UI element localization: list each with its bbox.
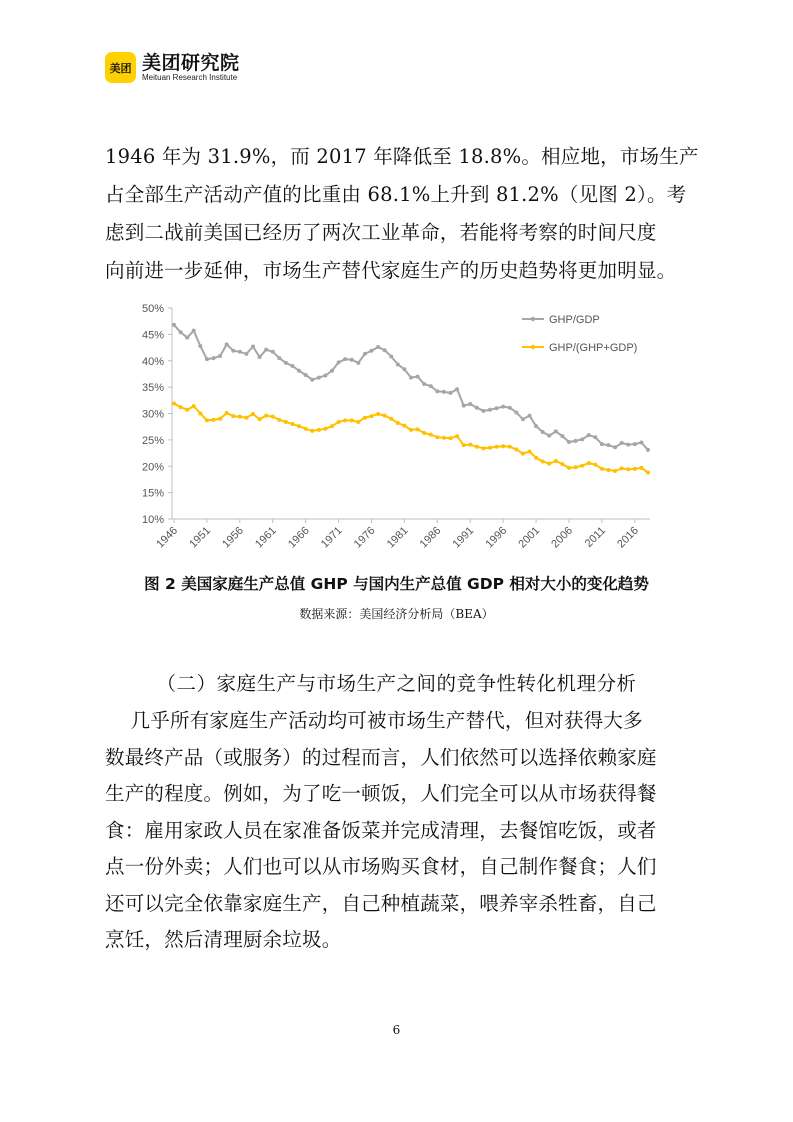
data-point — [264, 348, 268, 352]
paragraph-line: 烹饪，然后清理厨余垃圾。 — [105, 928, 342, 951]
y-tick-label: 45% — [141, 329, 164, 342]
data-point — [212, 356, 216, 360]
data-point — [277, 356, 281, 360]
data-point — [402, 367, 406, 371]
data-point — [218, 417, 222, 421]
data-point — [600, 467, 604, 471]
data-point — [271, 350, 275, 354]
section-heading: （二）家庭生产与市场生产之间的竞争性转化机理分析 — [156, 672, 637, 695]
data-point — [185, 408, 189, 412]
data-point — [343, 418, 347, 422]
data-point — [468, 402, 472, 406]
x-tick-label: 1971 — [318, 524, 345, 551]
data-point — [633, 442, 637, 446]
paragraph-line: 点一份外卖；人们也可以从市场购买食材，自己制作餐食；人们 — [105, 855, 657, 878]
data-point — [435, 389, 439, 393]
meituan-logo-icon: 美团 — [105, 52, 136, 83]
data-point — [541, 430, 545, 434]
x-tick-label: 1966 — [285, 524, 312, 551]
data-point — [389, 417, 393, 421]
data-point — [442, 436, 446, 440]
data-point — [646, 471, 650, 475]
data-point — [310, 429, 314, 433]
data-point — [481, 446, 485, 450]
data-point — [455, 387, 459, 391]
data-point — [547, 434, 551, 438]
paragraph-line: 数最终产品（或服务）的过程而言，人们依然可以选择依赖家庭 — [105, 745, 657, 769]
data-point — [323, 427, 327, 431]
paragraph-line: 虑到二战前美国已经历了两次工业革命，若能将考察的时间尺度 — [105, 221, 657, 244]
data-point — [613, 445, 617, 449]
data-point — [416, 375, 420, 379]
data-point — [172, 323, 176, 327]
data-point — [462, 443, 466, 447]
data-point — [508, 445, 512, 449]
data-point — [508, 406, 512, 410]
data-point — [297, 424, 301, 428]
x-tick-label: 1996 — [483, 524, 510, 551]
data-point — [330, 369, 334, 373]
data-point — [291, 364, 295, 368]
data-point — [330, 424, 334, 428]
data-point — [435, 435, 439, 439]
data-point — [343, 357, 347, 361]
data-point — [383, 414, 387, 418]
data-point — [231, 349, 235, 353]
data-point — [179, 405, 183, 409]
data-point — [356, 420, 360, 424]
logo-text — [142, 53, 240, 83]
data-point — [172, 401, 176, 405]
data-point — [554, 459, 558, 463]
data-point — [179, 330, 183, 334]
paragraph-line: 占全部生产活动产值的比重由 68.1%上升到 81.2%（见图 2）。考 — [105, 183, 687, 206]
header-logo — [105, 52, 240, 83]
data-point — [225, 342, 229, 346]
data-point — [639, 441, 643, 445]
data-point — [284, 361, 288, 365]
series-line-2 — [174, 404, 648, 473]
data-point — [409, 376, 413, 380]
data-point — [488, 446, 492, 450]
y-tick-label: 35% — [141, 382, 164, 395]
data-point — [317, 376, 321, 380]
data-point — [580, 464, 584, 468]
logo-subtitle: Meituan Research Institute — [142, 72, 238, 82]
data-point — [244, 352, 248, 356]
data-point — [238, 415, 242, 419]
data-point — [310, 378, 314, 382]
y-tick-label: 40% — [141, 355, 164, 368]
data-point — [547, 462, 551, 466]
data-point — [541, 460, 545, 464]
data-point — [574, 439, 578, 443]
data-point — [376, 345, 380, 349]
data-point — [251, 412, 255, 416]
data-point — [560, 434, 564, 438]
x-tick-label: 2001 — [516, 524, 543, 551]
paragraph-line: 1946 年为 31.9%，而 2017 年降低至 18.8%。相应地，市场生产 — [105, 145, 699, 168]
data-point — [198, 412, 202, 416]
y-tick-label: 25% — [141, 434, 164, 447]
data-point — [284, 420, 288, 424]
x-tick-label: 1991 — [450, 524, 477, 551]
data-point — [231, 414, 235, 418]
data-point — [607, 468, 611, 472]
data-point — [528, 414, 532, 418]
data-point — [396, 421, 400, 425]
legend-label: GHP/GDP — [549, 314, 600, 326]
legend-marker — [531, 345, 535, 349]
data-point — [198, 344, 202, 348]
logo-name: 美团研究院 — [142, 51, 240, 74]
data-point — [264, 414, 268, 418]
body-paragraph — [105, 703, 700, 959]
data-point — [429, 433, 433, 437]
data-point — [317, 428, 321, 432]
data-point — [475, 445, 479, 449]
data-point — [350, 358, 354, 362]
data-point — [449, 436, 453, 440]
data-point — [593, 463, 597, 467]
x-tick-label: 1956 — [220, 524, 246, 551]
data-point — [376, 412, 380, 416]
y-tick-label: 30% — [141, 408, 164, 421]
data-point — [251, 345, 255, 349]
data-point — [258, 417, 262, 421]
data-point — [422, 382, 426, 386]
x-tick-label: 1961 — [253, 524, 279, 551]
data-point — [389, 355, 393, 359]
legend-label: GHP/(GHP+GDP) — [549, 342, 638, 354]
data-point — [396, 362, 400, 366]
data-point — [192, 404, 196, 408]
data-point — [212, 418, 216, 422]
data-point — [304, 373, 308, 377]
data-point — [534, 456, 538, 460]
y-tick-label: 10% — [141, 514, 164, 526]
data-point — [192, 329, 196, 333]
data-point — [462, 404, 466, 408]
data-point — [297, 369, 301, 373]
page-number: 6 — [392, 1023, 401, 1037]
x-tick-label: 1946 — [154, 524, 181, 551]
data-point — [449, 391, 453, 395]
data-point — [633, 467, 637, 471]
data-point — [185, 336, 189, 340]
data-point — [607, 443, 611, 447]
data-point — [383, 348, 387, 352]
y-tick-label: 20% — [141, 461, 164, 474]
data-point — [528, 449, 532, 453]
intro-paragraph — [105, 138, 699, 290]
data-point — [416, 427, 420, 431]
data-point — [620, 466, 624, 470]
data-point — [560, 462, 564, 466]
data-point — [514, 410, 518, 414]
ghp-gdp-line-chart — [120, 295, 660, 563]
data-point — [218, 354, 222, 358]
paragraph-line: 生产的程度。例如，为了吃一顿饭，人们完全可以从市场获得餐 — [105, 782, 657, 805]
data-point — [501, 405, 505, 409]
data-point — [626, 443, 630, 447]
figure-source: 数据来源：美国经济分析局（BEA） — [299, 607, 494, 621]
data-point — [304, 427, 308, 431]
data-point — [495, 445, 499, 449]
data-point — [567, 440, 571, 444]
paragraph-line: 向前进一步延伸，市场生产替代家庭生产的历史趋势将更加明显。 — [105, 259, 677, 282]
data-point — [291, 422, 295, 426]
data-point — [225, 411, 229, 415]
data-point — [455, 434, 459, 438]
data-point — [587, 433, 591, 437]
data-point — [646, 448, 650, 452]
data-point — [468, 443, 472, 447]
data-point — [593, 435, 597, 439]
data-point — [501, 444, 505, 448]
data-point — [238, 350, 242, 354]
figure-caption: 图 2 美国家庭生产总值 GHP 与国内生产总值 GDP 相对大小的变化趋势 — [144, 575, 649, 593]
paragraph-line: 还可以完全依靠家庭生产，自己种植蔬菜，喂养宰杀牲畜，自己 — [105, 891, 657, 915]
x-tick-label: 1976 — [351, 524, 378, 551]
y-tick-label: 15% — [141, 487, 164, 500]
y-tick-label: 50% — [141, 303, 164, 315]
data-point — [620, 441, 624, 445]
data-point — [402, 424, 406, 428]
data-point — [521, 417, 525, 421]
data-point — [613, 469, 617, 473]
data-point — [277, 418, 281, 422]
x-tick-label: 2011 — [582, 524, 609, 550]
data-point — [205, 418, 209, 422]
data-point — [370, 349, 374, 353]
data-point — [488, 408, 492, 412]
data-point — [205, 357, 209, 361]
data-point — [600, 442, 604, 446]
data-point — [554, 429, 558, 433]
data-point — [337, 360, 341, 364]
data-point — [363, 416, 367, 420]
data-point — [244, 416, 248, 420]
data-point — [442, 390, 446, 394]
data-point — [429, 384, 433, 388]
data-point — [356, 361, 360, 365]
x-tick-label: 1986 — [417, 524, 444, 551]
data-point — [521, 452, 525, 456]
data-point — [337, 420, 341, 424]
paragraph-line: 食：雇用家政人员在家准备饭菜并完成清理，去餐馆吃饭，或者 — [105, 818, 657, 842]
data-point — [534, 424, 538, 428]
data-point — [370, 414, 374, 418]
x-tick-label: 1981 — [384, 524, 411, 551]
legend-marker — [531, 317, 535, 321]
data-point — [567, 466, 571, 470]
data-point — [514, 447, 518, 451]
data-point — [363, 352, 367, 356]
data-point — [350, 418, 354, 422]
data-point — [271, 415, 275, 419]
data-point — [323, 374, 327, 378]
data-point — [258, 355, 262, 359]
x-tick-label: 1951 — [187, 524, 214, 551]
x-tick-label: 2016 — [615, 524, 641, 551]
paragraph-line: 几乎所有家庭生产活动均可被市场生产替代，但对获得大多 — [105, 709, 643, 732]
data-point — [422, 431, 426, 435]
data-point — [481, 409, 485, 413]
data-point — [495, 406, 499, 410]
data-point — [639, 466, 643, 470]
data-point — [626, 467, 630, 471]
data-point — [574, 465, 578, 469]
data-point — [409, 428, 413, 432]
data-point — [587, 461, 591, 465]
data-point — [475, 406, 479, 410]
x-tick-label: 2006 — [549, 524, 576, 551]
data-point — [580, 437, 584, 441]
